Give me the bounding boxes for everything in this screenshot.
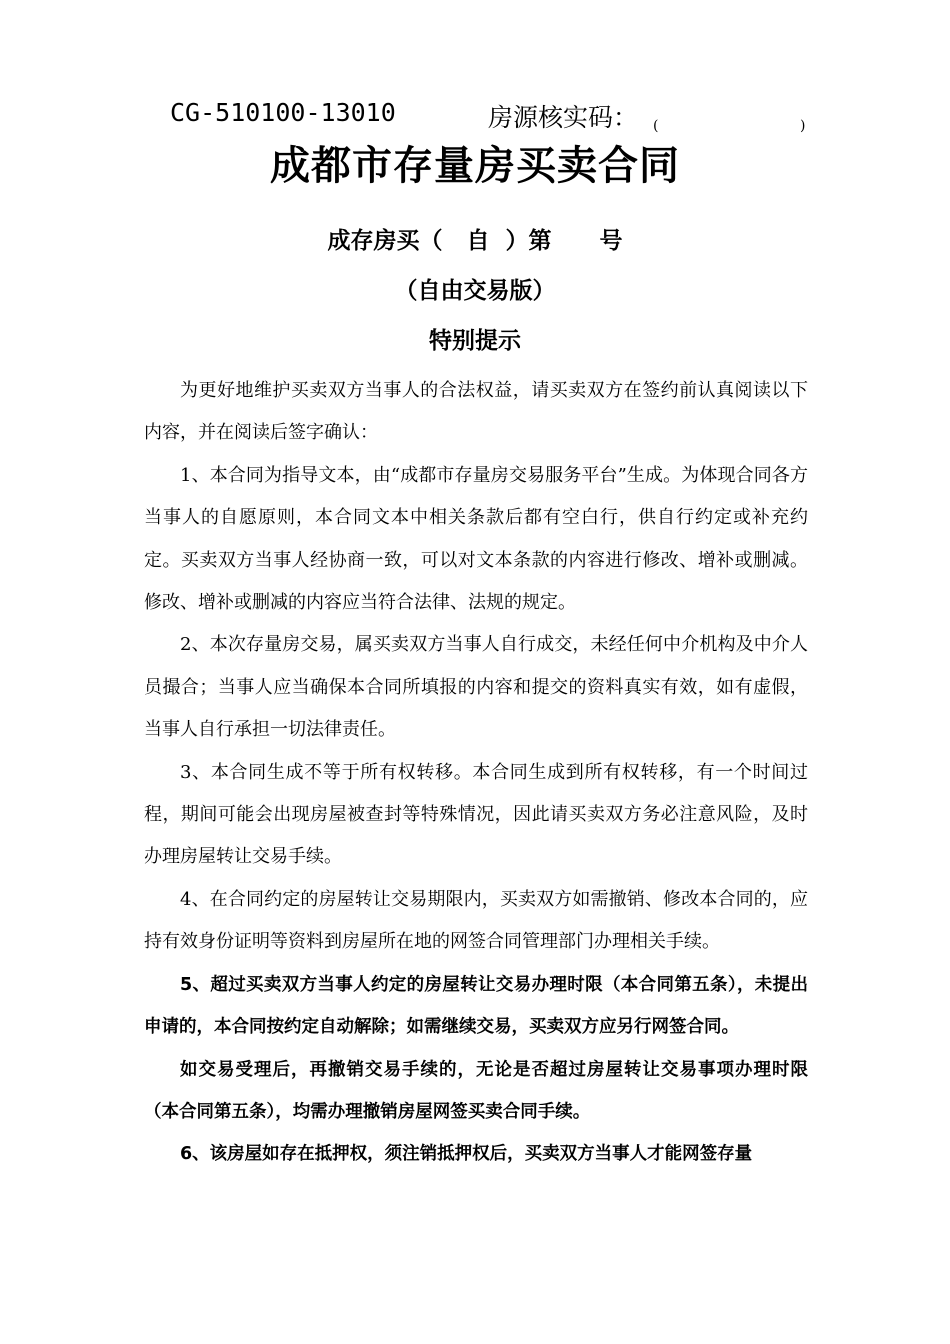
contract-number: 成存房买（ 自 ）第 号 xyxy=(327,228,623,254)
clause-4: 4、在合同约定的房屋转让交易期限内，买卖双方如需撤销、修改本合同的，应持有效身份证明等资料到房屋所在地的网签合同管理部门办理相关手续。 xyxy=(144,888,808,953)
clause-2: 2、本次存量房交易，属买卖双方当事人自行成交，未经任何中介机构及中介人员撮合；当事人应当确保本合同所填报的内容和提交的资料真实有效，如有虚假，当事人自行承担一切法律责任。 xyxy=(144,634,808,741)
clause-1: 1、本合同为指导文本，由“成都市存量房交易服务平台”生成。为体现合同各方当事人的自愿原则，本合同文本中相关条款后都有空白行，供自行约定或补充约定。买卖双方当事人经协商一致，可以对文本条款的内容进行修改、增补或删减。修改、增补或删减的内容应当符合法律、法规的规定。 xyxy=(144,464,808,614)
clause-5: 5、超过买卖双方当事人约定的房屋转让交易办理时限（本合同第五条），未提出申请的，本合同按约定自动解除；如需继续交易，买卖双方应另行网签合同。 xyxy=(144,974,808,1038)
verification-code-label: 房源核实码： xyxy=(488,103,639,132)
clause-6: 6、该房屋如存在抵押权，须注销抵押权后，买卖双方当事人才能网签存量 xyxy=(180,1144,753,1165)
contract-code: CG-510100-13010 xyxy=(170,98,396,127)
verification-code-paren-open: ( xyxy=(653,118,659,134)
notice-body xyxy=(144,370,808,1176)
intro-paragraph: 为更好地维护买卖双方当事人的合法权益，请买卖双方在签约前认真阅读以下内容，并在阅读后签字确认： xyxy=(144,380,808,444)
verification-code-paren-close: ) xyxy=(800,118,806,134)
clause-3: 3、本合同生成不等于所有权转移。本合同生成到所有权转移，有一个时间过程，期间可能会出现房屋被查封等特殊情况，因此请买卖双方务必注意风险，及时办理房屋转让交易手续。 xyxy=(144,761,808,868)
notice-heading: 特别提示 xyxy=(429,328,521,354)
clause-5-note: 如交易受理后，再撤销交易手续的，无论是否超过房屋转让交易事项办理时限（本合同第五条），均需办理撤销房屋网签买卖合同手续。 xyxy=(144,1059,808,1122)
document-title: 成都市存量房买卖合同 xyxy=(270,143,680,189)
edition-label: （自由交易版） xyxy=(394,278,556,304)
